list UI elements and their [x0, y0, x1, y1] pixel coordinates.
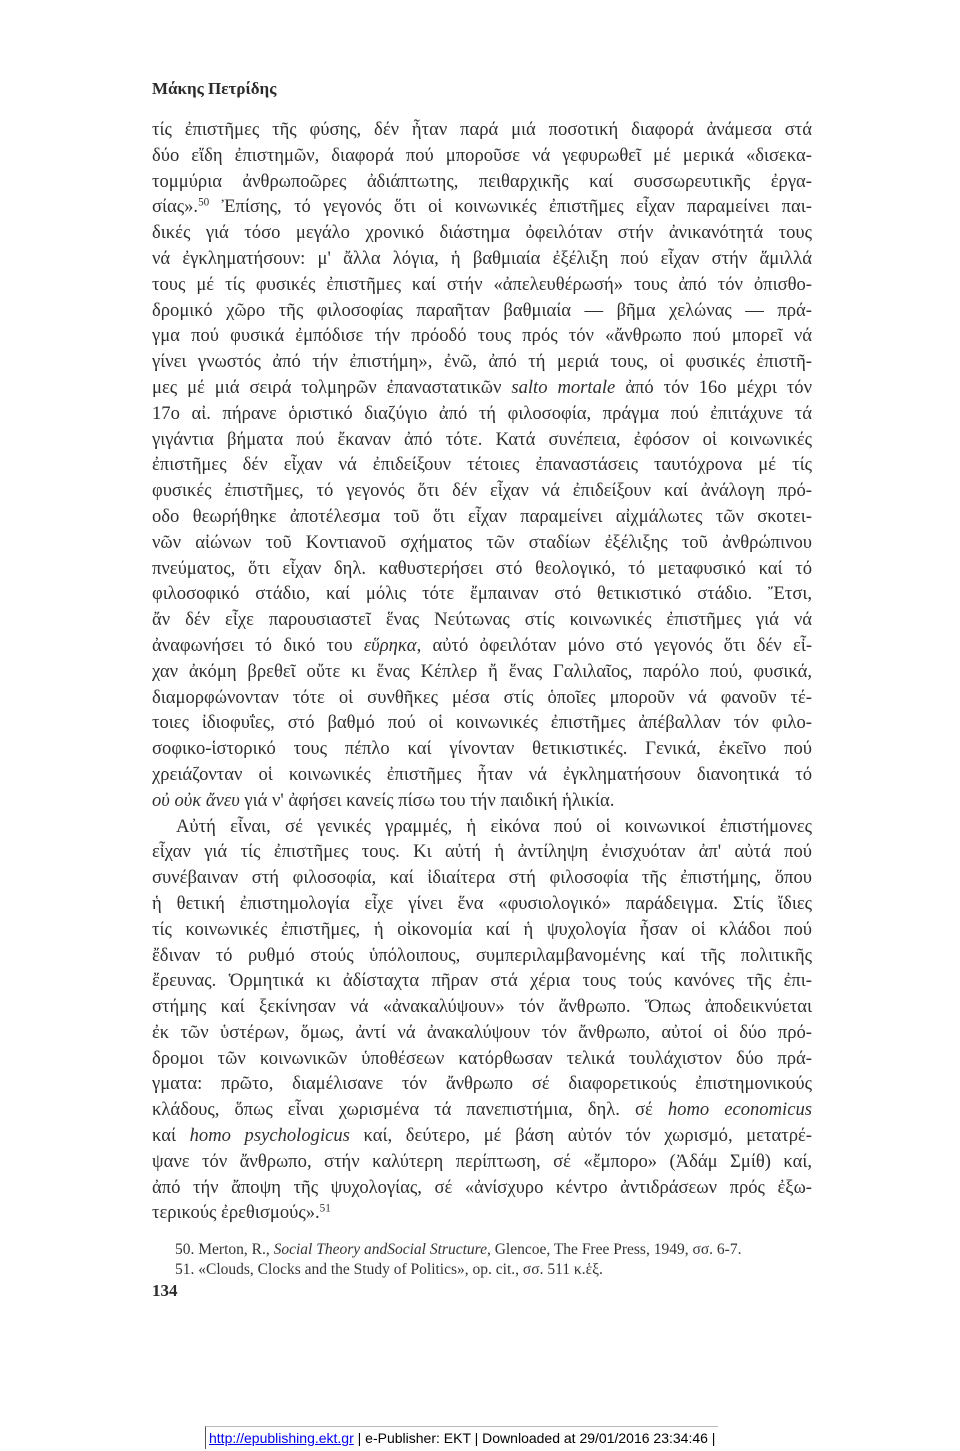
text-line	[152, 323, 812, 349]
text-run: χρειάζονταν οἱ κοινωνικές ἐπιστῆμες ἦταν νά ἐγκληματήσουν διανοητικά τό	[152, 763, 812, 785]
italic-text: οὐ οὐκ ἄνευ	[152, 789, 240, 811]
text-line	[152, 530, 812, 556]
body-text	[152, 117, 812, 1226]
footnote-reference: 51	[319, 1202, 331, 1215]
page-number: 134	[152, 1281, 178, 1300]
text-line	[152, 246, 812, 272]
text-line	[152, 994, 812, 1020]
text-line	[152, 814, 812, 840]
text-run: ἄν δέν εἶχε παρουσιαστεῖ ἕνας Νεύτωνας στίς κοινωνικές ἐπιστῆμες γιά νά	[152, 609, 812, 631]
text-run: κλάδους, ὅπως εἶναι χωρισμένα τά πανεπιστήμια, δηλ. σέ	[152, 1099, 668, 1121]
text-run: 51. «Clouds, Clocks and the Study of Politics», op. cit., σσ. 511 κ.ἑξ.	[175, 1261, 603, 1278]
text-run: ἐκ τῶν ὑστέρων, ὅμως, ἀντί νά ἀνακαλύψουν τόν ἄνθρωπο, αὐτοί οἱ δύο πρό-	[152, 1021, 812, 1043]
publisher-link[interactable]: http://epublishing.ekt.gr	[209, 1430, 354, 1446]
text-line	[152, 968, 812, 994]
text-run: ψανε τόν ἄνθρωπο, στήν καλύτερη περίπτωση, σέ «ἔμπορο» (Ἀδάμ Σμίθ) καί,	[152, 1150, 812, 1172]
text-line	[152, 452, 812, 478]
text-line	[152, 220, 812, 246]
footnote	[175, 1240, 741, 1260]
text-run: γιά ν' ἀφήσει κανείς πίσω του τήν παιδική ἡλικία.	[239, 789, 615, 811]
text-line	[152, 556, 812, 582]
text-run: χαν ἀκόμη βρεθεῖ οὔτε κι ἕνας Κέπλερ ἤ ἕνας Γαλιλαῖος, παρόλο πού, φυσικά,	[152, 660, 812, 682]
text-run: ἐπιστῆμες δέν εἶχαν νά ἐπιδείξουν τέτοιες ἐπαναστάσεις ταυτόχρονα μέ τίς	[152, 454, 812, 476]
text-run: ἀπό τήν ἄποψη τῆς ψυχολογίας, σέ «ἀνίσχυρο κέντρο ἀντιδράσεων πρός ἐξω-	[152, 1176, 812, 1198]
text-run: συνέβαιναν στή φιλοσοφία, καί ἰδιαίτερα στή φιλοσοφία τῆς ἐπιστήμης, ὅπου	[152, 867, 812, 889]
text-run: , Glencoe, The Free Press, 1949, σσ. 6-7.	[486, 1241, 742, 1258]
text-run: ἔδιναν τό ρυθμό στούς ὑπόλοιπους, συμπεριλαμβανομένης καί τῆς πολιτικῆς	[152, 944, 812, 966]
text-line	[152, 865, 812, 891]
text-run: Ἐπίσης, τό γεγονός ὅτι οἱ κοινωνικές ἐπιστῆμες εἶχαν παραμείνει παι-	[209, 196, 812, 218]
text-line	[152, 943, 812, 969]
text-line	[152, 1175, 812, 1201]
text-line	[152, 607, 812, 633]
text-line	[152, 117, 812, 143]
text-run: δικές γιά τόσο μεγάλο χρονικό διάστημα ὀφειλόταν στήν ἀνικανότητά τους	[152, 222, 812, 244]
text-run: εἶχαν γιά τίς ἐπιστῆμες τους. Κι αὐτή ἡ ἀντίληψη ἐνισχυόταν ἀπ' αὐτά πού	[152, 841, 812, 863]
running-header-author: Μάκης Πετρίδης	[152, 79, 277, 98]
text-line	[152, 169, 812, 195]
text-run: σοφικο-ἱστορικό τους πέπλο καί γίνονταν θετικιστικές. Γενικά, ἐκεῖνο πού	[152, 738, 812, 760]
text-run: , αὐτό ὀφειλόταν μόνο στό γεγονός ὅτι δέν εἶ-	[416, 634, 813, 656]
text-line	[152, 375, 812, 401]
text-run: νῶν αἰώνων τοῦ Κοντιανοῦ σχήματος τῶν σταδίων ἐξέλιξης τοῦ ἀνθρώπινου	[152, 531, 812, 553]
text-run: καί, δεύτερο, μέ βάση αὐτόν τόν χωρισμό, μετατρέ-	[349, 1125, 812, 1147]
text-run: τερικούς ἐρεθισμούς».	[152, 1202, 320, 1224]
text-run: τίς ἐπιστῆμες τῆς φύσης, δέν ἦταν παρά μιά ποσοτική διαφορά ἀνάμεσα στά	[152, 119, 812, 140]
text-line	[152, 710, 812, 736]
text-line	[152, 401, 812, 427]
text-line	[152, 891, 812, 917]
text-run: φυσικές ἐπιστῆμες, τό γεγονός ὅτι δέν εἶχαν νά ἐπιδείξουν καί ἀνάλογη πρό-	[152, 480, 812, 502]
text-line	[152, 1020, 812, 1046]
text-run: σίας».	[152, 196, 199, 218]
text-run: οδο θεωρήθηκε ἀποτέλεσμα τοῦ ὅτι εἶχαν παραμείνει αἰχμάλωτες τῶν σκοτει-	[152, 505, 812, 527]
text-line	[152, 1123, 812, 1149]
download-info-bar	[205, 1426, 718, 1449]
text-run: φιλοσοφικό στάδιο, καί μόλις τότε ἔμπαιναν στό θετικιστικό στάδιο. Ἔτσι,	[152, 583, 812, 605]
text-run: ἔρευνας. Ὁρμητικά κι ἀδίσταχτα πῆραν στά χέρια τους τούς κανόνες τῆς ἐπι-	[152, 970, 812, 992]
text-line	[152, 478, 812, 504]
text-line	[152, 427, 812, 453]
text-run: ἀπό τόν 16ο μέχρι τόν	[615, 376, 812, 398]
text-line	[152, 1097, 812, 1123]
text-run: πνεύματος, ὅτι εἶχαν δηλ. καθυστερήσει στό θεολογικό, τό μεταφυσικό καί τό	[152, 557, 812, 579]
text-run: στήμης καί ξεκίνησαν νά «ἀνακαλύψουν» τόν ἄνθρωπο. Ὅπως ἀποδεικνύεται	[152, 996, 812, 1018]
paragraph	[152, 117, 812, 814]
text-run: 50. Merton, R.,	[175, 1241, 274, 1258]
text-line	[152, 349, 812, 375]
text-run: τομμύρια ἀνθρωποῶρες ἀδιάπτωτης, πειθαρχικῆς καί συσσωρευτικῆς ἐργα-	[152, 170, 812, 192]
text-line	[152, 1149, 812, 1175]
text-line	[152, 581, 812, 607]
text-run: γμα πού φυσικά ἐμπόδισε τήν πρόοδό τους πρός τόν «ἄνθρωπο πού μπορεῖ νά	[152, 325, 812, 347]
text-line	[152, 1046, 812, 1072]
text-run: τους μέ τίς φυσικές ἐπιστῆμες καί στήν «ἀπελευθέρωσή» τους ἀπό τόν ὀπισθο-	[152, 273, 812, 295]
text-line	[152, 839, 812, 865]
text-line	[152, 298, 812, 324]
text-line	[152, 143, 812, 169]
download-info-text: | e-Publisher: EKT | Downloaded at 29/01/2016 23:34:46 |	[353, 1430, 716, 1446]
text-run: 17ο αἰ. πήρανε ὁριστικό διαζύγιο ἀπό τή φιλοσοφία, πράγμα πού ἐπιτάχυνε τά	[152, 402, 812, 424]
text-run: γιγάντια βήματα πού ἔκαναν ἀπό τότε. Κατά συνέπεια, ἐφόσον οἱ κοινωνικές	[152, 428, 812, 450]
text-run: γματα: πρῶτο, διαμέλισανε τόν ἄνθρωπο σέ διαφορετικούς ἐπιστημονικούς	[152, 1073, 812, 1095]
text-line	[152, 272, 812, 298]
footnote-reference: 50	[198, 196, 210, 209]
text-line	[152, 736, 812, 762]
text-run: Αὐτή εἶναι, σέ γενικές γραμμές, ἡ εἰκόνα πού οἱ κοινωνικοί ἐπιστήμονες	[176, 815, 812, 837]
text-line	[152, 1200, 812, 1226]
text-line	[152, 917, 812, 943]
text-line	[152, 762, 812, 788]
footnote	[175, 1260, 741, 1280]
text-run: ἡ θετική ἐπιστημολογία εἶχε γίνει ἕνα «φυσιολογικό» παράδειγμα. Στίς ἴδιες	[152, 892, 812, 914]
text-line	[152, 685, 812, 711]
text-line	[152, 788, 812, 814]
italic-text: εὕρηκα	[363, 634, 417, 656]
text-line	[152, 504, 812, 530]
text-run: δρομοι τῶν κοινωνικῶν ὑποθέσεων κατόρθωσαν τελικά τουλάχιστον δύο πρά-	[152, 1047, 812, 1069]
italic-text: homo economicus	[667, 1099, 812, 1121]
text-run: τοιες ἰδιοφυΐες, στό βαθμό πού οἱ κοινωνικές ἐπιστῆμες ἀπέβαλλαν τόν φιλο-	[152, 712, 812, 734]
text-line	[152, 633, 812, 659]
text-run: δρομικό χῶρο τῆς φιλοσοφίας παραῆταν βαθμιαία — βῆμα χελώνας — πρά-	[152, 299, 812, 321]
text-run: νά ἐγκληματήσουν: μ' ἄλλα λόγια, ἡ βαθμιαία ἐξέλιξη πού εἶχαν στήν ἅμιλλά	[152, 247, 812, 269]
text-run: καί	[152, 1125, 190, 1147]
italic-text: salto mortale	[511, 376, 616, 398]
text-run: γίνει γνωστός ἀπό τήν ἐπιστήμη», ἐνῶ, ἀπό τή μεριά τους, οἱ φυσικές ἐπιστῆ-	[152, 351, 812, 373]
italic-text: Social Theory andSocial Structure	[273, 1241, 487, 1258]
footnotes	[175, 1240, 741, 1280]
text-run: δύο εἴδη ἐπιστημῶν, διαφορά πού μποροῦσε νά γεφυρωθεῖ μέ μερικά «δισεκα-	[152, 144, 812, 166]
text-run: μες μέ μιά σειρά τολμηρῶν ἐπαναστατικῶν	[152, 376, 512, 398]
text-line	[152, 1071, 812, 1097]
text-line	[152, 659, 812, 685]
italic-text: homo psychologicus	[189, 1125, 350, 1147]
text-run: διαμορφώνονταν τότε οἱ συνθῆκες μέσα στίς ὁποῖες μποροῦν νά φανοῦν τέ-	[152, 686, 812, 708]
text-line	[152, 194, 812, 220]
text-run: ἀναφωνήσει τό δικό του	[152, 634, 364, 656]
paragraph	[152, 814, 812, 1227]
text-run: τίς κοινωνικές ἐπιστῆμες, ἡ οἰκονομία καί ἡ ψυχολογία ἦσαν οἱ κλάδοι πού	[152, 918, 812, 940]
